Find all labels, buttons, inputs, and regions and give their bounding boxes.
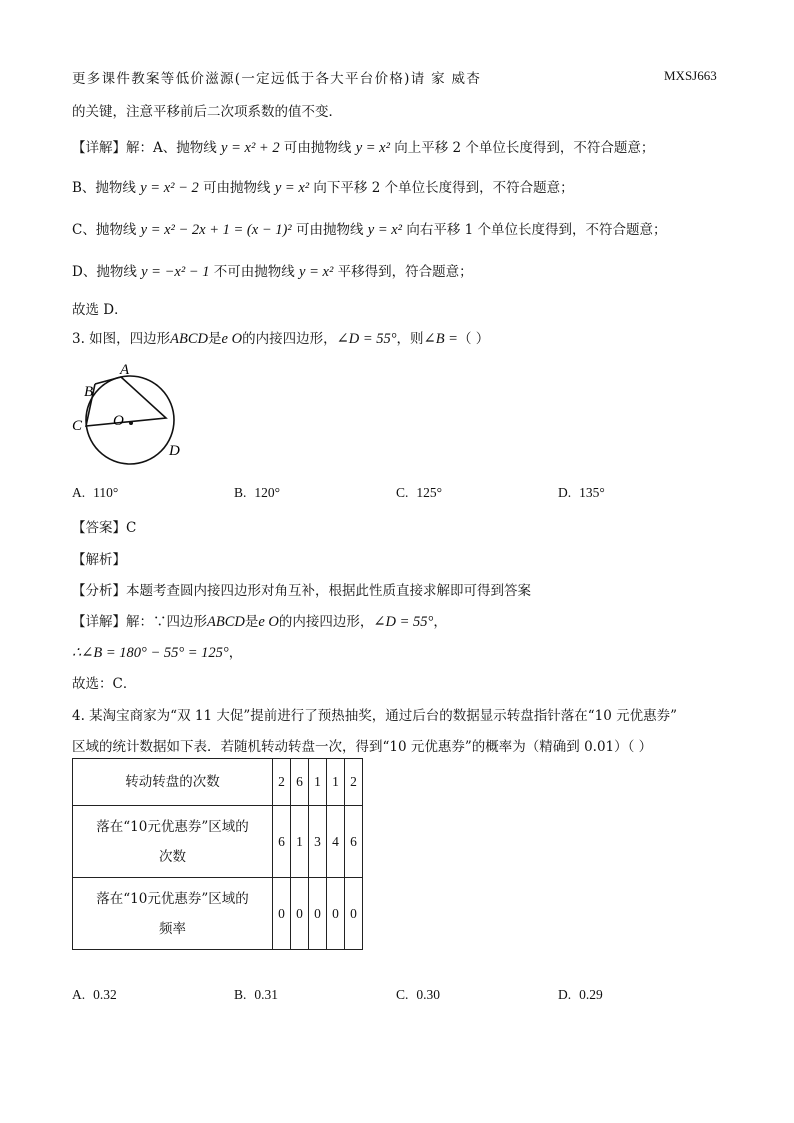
table-cell: 0 [309, 878, 327, 950]
table-cell: 4 [327, 806, 345, 878]
table-cell: 0 [327, 878, 345, 950]
text-segment: 不可由抛物线 [213, 264, 295, 280]
q3-fenxi: 【分析】本题考查圆内接四边形对角互补，根据此性质直接求解即可得到答案 [72, 583, 531, 599]
text-segment: 是 [208, 331, 222, 347]
q4-option-b: B. 0.31 [234, 987, 279, 1002]
quadrilateral-abcd [86, 377, 166, 426]
text-segment: 向右平移 1 个单位长度得到，不符合题意； [406, 222, 667, 238]
table-cell: 2 [345, 759, 363, 806]
table-cell: 1 [327, 759, 345, 806]
angle-asked: ∠B = [423, 331, 458, 347]
table-cell: 0 [345, 878, 363, 950]
text-segment: 可由抛物线 [203, 180, 271, 196]
label-a: A [120, 362, 130, 378]
label-d: D [169, 443, 180, 459]
q3-detail: 【详解】解：∵四边形ABCD是e O的内接四边形，∠D = 55°， [72, 614, 447, 630]
text-segment: 平移得到，符合题意； [337, 264, 473, 280]
label-b: B [84, 384, 94, 400]
equation: y = x² − 2 [140, 180, 199, 196]
answer-paren: （ ） [457, 331, 490, 347]
text-segment: 向上平移 2 个单位长度得到，不符合题意； [394, 140, 655, 156]
q4-option-a: A. 0.32 [72, 987, 117, 1002]
table-cell: 0 [291, 878, 309, 950]
q3-answer: 【答案】C [72, 520, 137, 536]
detail-label: 【详解】 [72, 140, 126, 156]
prev-conclusion: 故选 D． [72, 302, 128, 318]
q4-stem-line1: 4. 某淘宝商家为“双 11 大促”提前进行了预热抽奖，通过后台的数据显示转盘指针落在“10 元优惠券” [72, 708, 678, 724]
table-cell: 1 [291, 806, 309, 878]
table-cell: 2 [273, 759, 291, 806]
label-c: C [72, 418, 83, 434]
table-cell: 3 [309, 806, 327, 878]
q3-analysis-label: 【解析】 [72, 552, 126, 568]
equation: y = −x² − 1 [141, 264, 210, 280]
text-segment: 可由抛物线 [295, 222, 364, 238]
table-cell: 6 [345, 806, 363, 878]
text-segment: D、抛物线 [72, 264, 137, 280]
text-segment: ，则 [396, 331, 424, 347]
row-header: 落在“10元优惠券”区域的 次数 [73, 806, 273, 878]
center-point [129, 421, 133, 425]
label-o: O [113, 413, 124, 429]
detail-text: 解：A、抛物线 [126, 140, 217, 156]
q4-stem-line2: 区域的统计数据如下表．若随机转动转盘一次，得到“10 元优惠券”的概率为（精确到 0.01）（ ） [72, 739, 653, 755]
text-segment: 3. 如图，四边形 [72, 331, 171, 347]
equation: y = x² [299, 264, 334, 280]
table-cell: 6 [273, 806, 291, 878]
table-cell: 6 [291, 759, 309, 806]
table-cell: 0 [273, 878, 291, 950]
page-header-code: MXSJ663 [664, 68, 717, 83]
table-row [73, 759, 363, 806]
quad-name: ABCD [170, 331, 209, 347]
row-header: 落在“10元优惠券”区域的 频率 [73, 878, 273, 950]
circle-o [86, 376, 174, 464]
page-header-text: 更多课件教案等低价滋源(一定远低于各大平台价格)请 家 威杏 [72, 71, 482, 87]
q3-conclusion: 故选：C． [72, 676, 137, 692]
q3-option-b: B. 120° [234, 485, 281, 500]
table-row [73, 878, 363, 950]
equation: y = x² [355, 140, 390, 156]
text-segment: C、抛物线 [72, 222, 137, 238]
equation: y = x² [367, 222, 403, 238]
circle-symbol: e O [221, 331, 243, 347]
q4-option-c: C. 0.30 [396, 987, 441, 1002]
equation: y = x² + 2 [221, 140, 280, 156]
q4-option-d: D. 0.29 [558, 987, 603, 1002]
text-segment: 向下平移 2 个单位长度得到，不符合题意； [313, 180, 574, 196]
frequency-table [72, 758, 363, 950]
q3-option-d: D. 135° [558, 485, 605, 500]
q3-option-a: A. 110° [72, 485, 119, 500]
equation: y = x² [274, 180, 310, 196]
table-row [73, 806, 363, 878]
prev-line-end: 的关键，注意平移前后二次项系数的值不变． [72, 104, 342, 120]
table-cell: 1 [309, 759, 327, 806]
text-segment: 的内接四边形， [242, 331, 337, 347]
q3-option-c: C. 125° [396, 485, 443, 500]
angle-given: ∠D = 55° [336, 331, 397, 347]
equation: y = x² − 2x + 1 = (x − 1)² [140, 222, 292, 238]
q3-calc: ∴∠B = 180° − 55° = 125°， [72, 645, 243, 661]
row-header: 转动转盘的次数 [73, 759, 273, 806]
text-segment: B、抛物线 [72, 180, 136, 196]
text-segment: 可由抛物线 [283, 140, 352, 156]
